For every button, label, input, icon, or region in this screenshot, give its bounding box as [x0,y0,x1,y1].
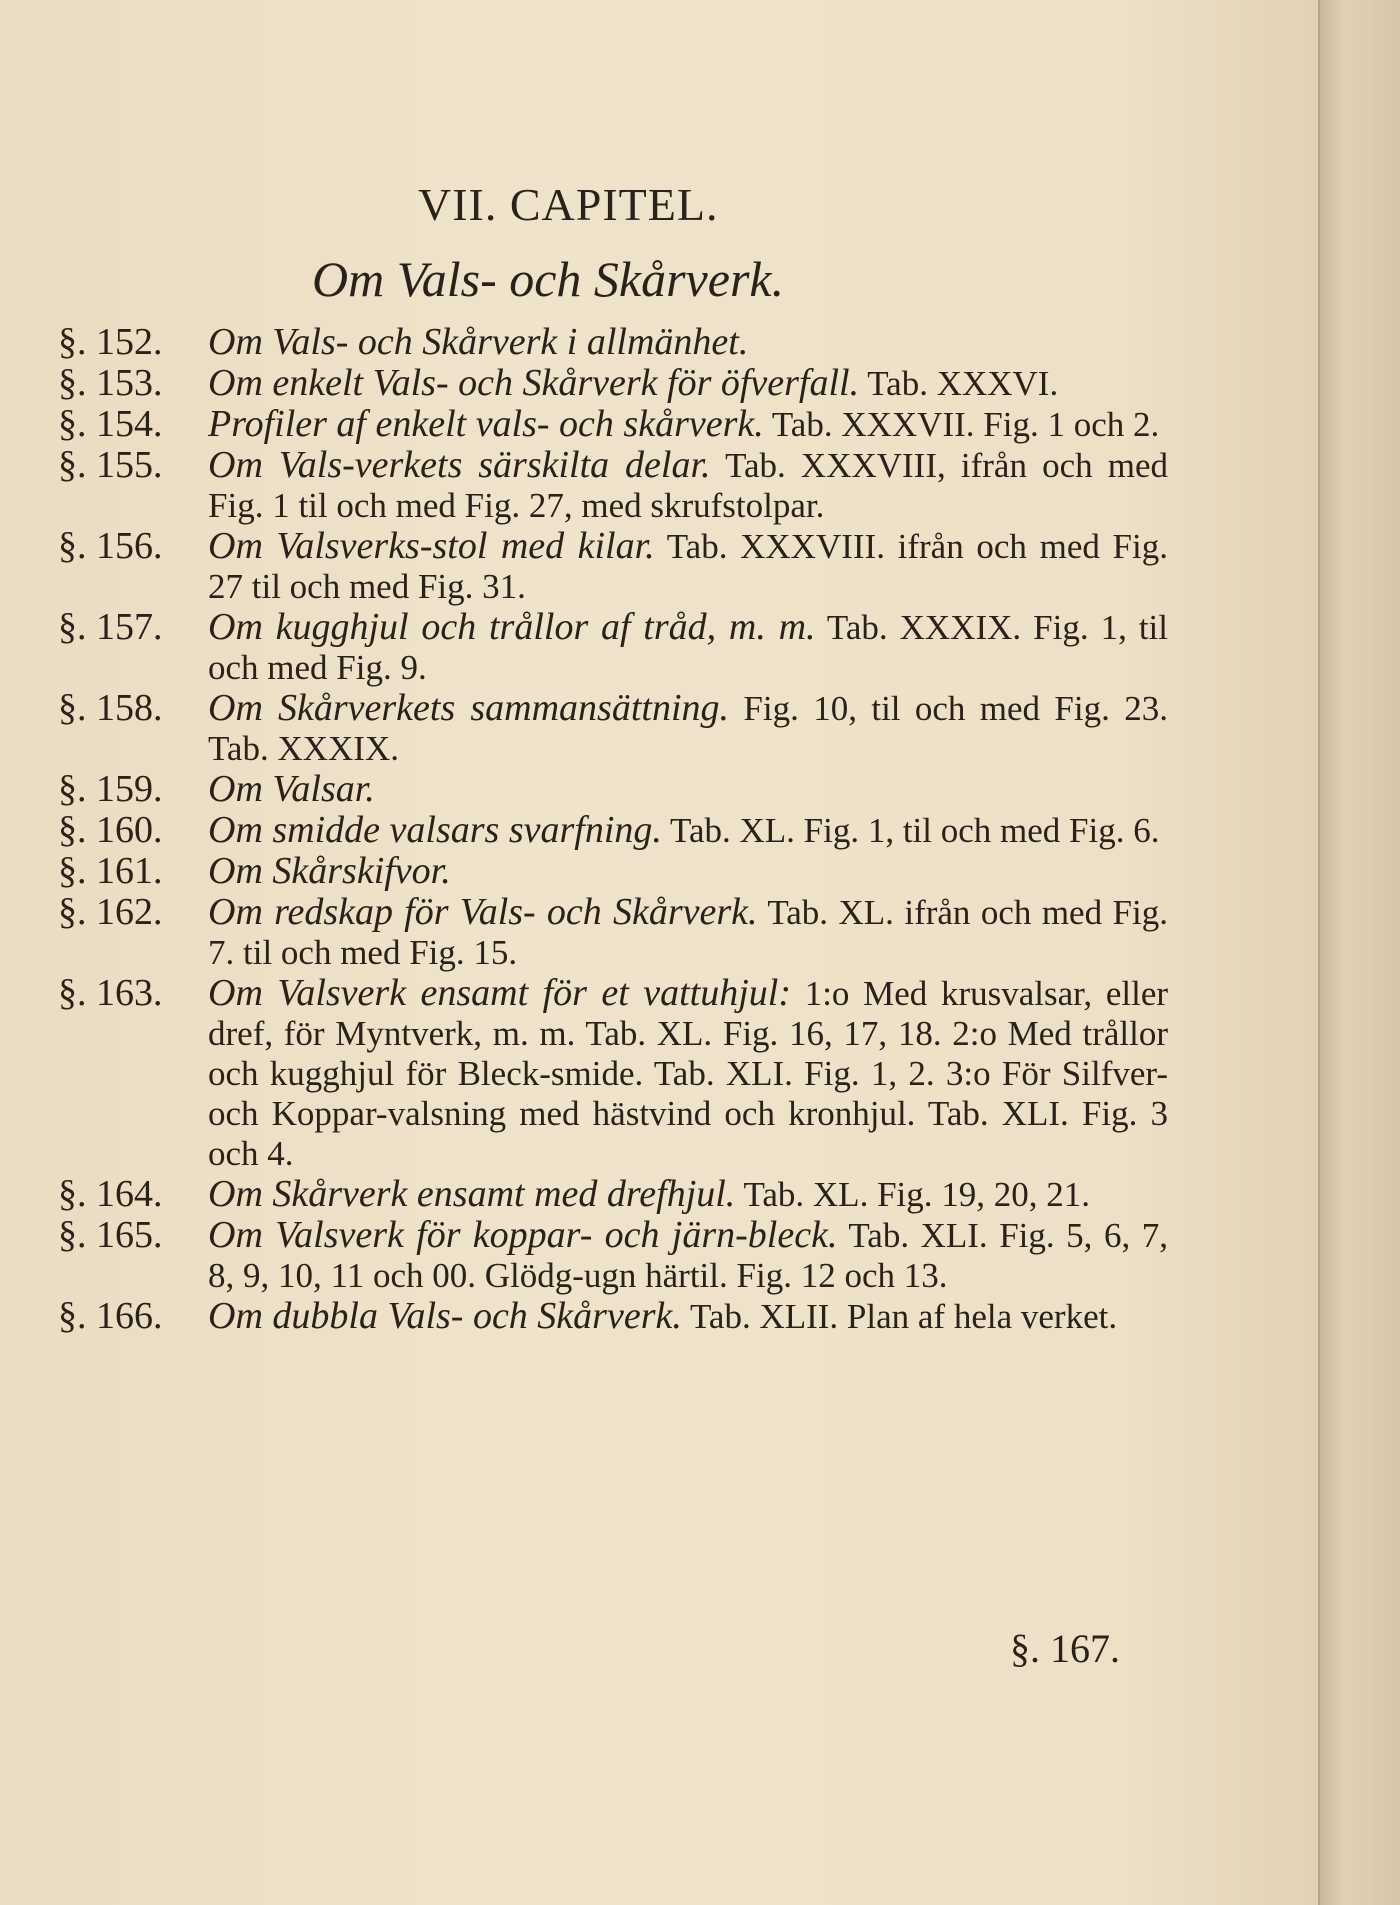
list-item [58,1174,1168,1215]
list-item [58,526,1168,607]
section-ref: Tab. XLI. Fig. 5, 6, 7, 8, 9, 10, 11 och 00. Glödg-ugn härtil. Fig. 12 och 13. [208,1216,1168,1295]
section-title: Om Valsverks-stol med kilar. [208,525,655,567]
section-number: §. 164. [58,1173,163,1215]
section-ref: Tab. XL. Fig. 1, til och med Fig. 6. [670,811,1160,850]
list-item [58,445,1168,526]
list-item [58,404,1168,445]
list-item [58,1296,1168,1337]
page-gutter [1318,0,1400,1905]
list-item [58,810,1168,851]
section-title: Om Vals-verkets särskilta delar. [208,444,711,486]
section-title: Om smidde valsars svarfning. [208,809,662,851]
section-title: Om Valsverk för koppar- och järn-bleck. [208,1214,838,1256]
section-number: §. 154. [58,403,163,445]
section-number: §. 165. [58,1214,163,1256]
list-item [58,769,1168,810]
section-number: §. 152. [58,321,163,363]
list-item [58,851,1168,892]
chapter-heading: VII. CAPITEL. [418,179,719,230]
list-item [58,688,1168,769]
contents-list [58,322,1168,1337]
section-ref: Tab. XL. ifrån och med Fig. 7. til och med Fig. 15. [208,893,1168,972]
section-number: §. 157. [58,606,163,648]
section-title: Profiler af enkelt vals- och skårverk. [208,403,764,445]
section-number: §. 156. [58,525,163,567]
list-item [58,607,1168,688]
section-ref: Fig. 10, til och med Fig. 23. Tab. XXXIX. [208,689,1168,768]
section-ref: Tab. XXXVII. Fig. 1 och 2. [771,405,1160,444]
list-item [58,892,1168,973]
section-ref: Tab. XXXVIII, ifrån och med Fig. 1 til och med Fig. 27, med skrufstolpar. [208,446,1169,525]
section-number: §. 160. [58,809,163,851]
list-item [58,363,1168,404]
list-item [58,973,1168,1174]
section-title: Om Valsverk ensamt för et vattuhjul: [208,972,791,1014]
chapter-subheading: Om Vals- och Skårverk. [312,251,785,307]
section-title: Om enkelt Vals- och Skårverk för öfverfall. [208,362,860,404]
section-number: §. 161. [58,850,163,892]
section-ref: Tab. XXXVIII. ifrån och med Fig. 27 til och med Fig. 31. [208,527,1168,606]
section-title: Om Skårverk ensamt med drefhjul. [208,1173,736,1215]
section-title: Om Skårskifvor. [208,850,451,892]
section-number: §. 159. [58,768,163,810]
section-title: Om dubbla Vals- och Skårverk. [208,1295,682,1337]
section-number: §. 162. [58,891,163,933]
section-title: Om kugghjul och trållor af tråd, m. m. [208,606,816,648]
section-ref: Tab. XLII. Plan af hela verket. [689,1297,1118,1336]
section-ref: Tab. XXXIX. Fig. 1, til och med Fig. 9. [208,608,1168,687]
section-title: Om redskap för Vals- och Skårverk. [208,891,758,933]
section-title: Om Valsar. [208,768,375,810]
section-title: Om Skårverkets sammansättning. [208,687,730,729]
section-number: §. 163. [58,972,163,1014]
section-ref: Tab. XL. Fig. 19, 20, 21. [743,1175,1091,1214]
section-number: §. 153. [58,362,163,404]
section-number: §. 166. [58,1295,163,1337]
section-ref: Tab. XXXVI. [867,364,1059,403]
list-item [58,322,1168,363]
section-number: §. 158. [58,687,163,729]
section-ref: 1:o Med krusvalsar, eller dref, för Myntverk, m. m. Tab. XL. Fig. 16, 17, 18. 2:o Med trållor och kugghjul för Bleck-smide. Tab. XLI. Fig. 1, 2. 3:o För Silfver- och Koppar-valsning med hästvind och kronhjul. Tab. XLI. Fig. 3 och 4. [208,974,1169,1173]
section-title: Om Vals- och Skårverk i allmänhet. [208,321,749,363]
list-item [58,1215,1168,1296]
section-number: §. 155. [58,444,163,486]
catchword: §. 167. [1010,1626,1120,1671]
